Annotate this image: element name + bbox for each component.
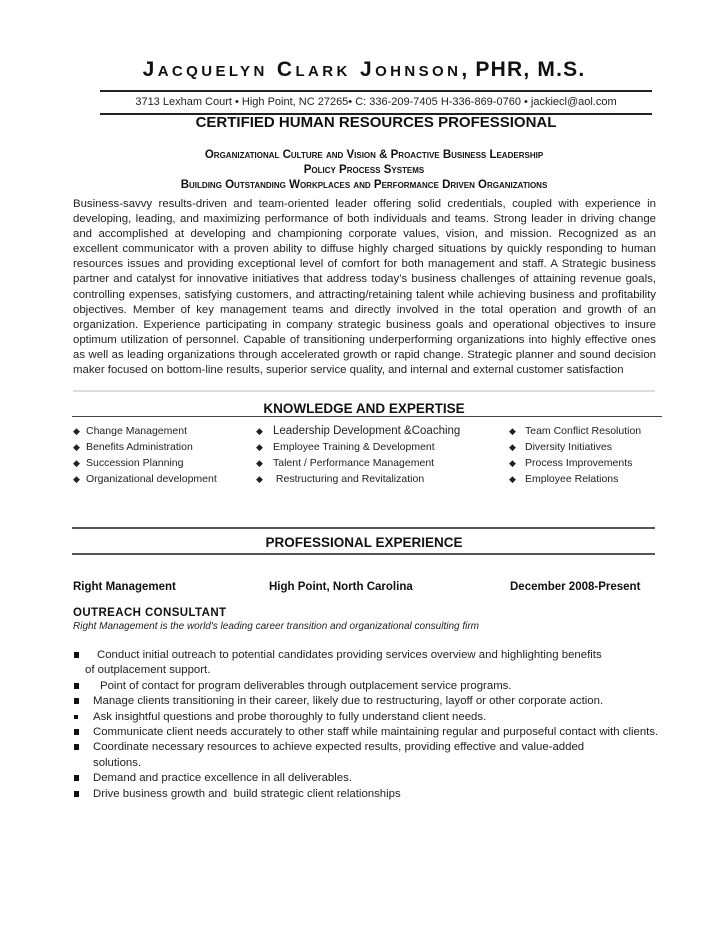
expertise-item <box>509 455 641 471</box>
square-bullet-icon <box>74 683 79 689</box>
expertise-item <box>256 455 460 471</box>
diamond-bullet-icon: ◆ <box>73 442 80 452</box>
diamond-bullet-icon: ◆ <box>509 474 516 484</box>
expertise-item <box>256 439 460 455</box>
duty-text: Point of contact for program deliverables through outplacement service programs. <box>100 679 512 692</box>
expertise-label: Succession Planning <box>86 457 184 469</box>
name-text: Jacquelyn Clark Johnson <box>142 58 462 81</box>
expertise-item <box>73 471 217 487</box>
duty-item <box>73 694 663 709</box>
expertise-column-3 <box>509 423 641 487</box>
duty-item <box>73 740 663 771</box>
duty-item <box>73 710 663 725</box>
square-bullet-icon <box>74 775 79 781</box>
expertise-label: Employee Relations <box>525 473 619 485</box>
tagline-1: Organizational Culture and Vision & Proactive Business Leadership <box>204 149 544 161</box>
duty-item <box>73 771 663 786</box>
job-title: OUTREACH CONSULTANT <box>73 607 227 619</box>
tagline-3: Building Outstanding Workplaces and Performance Driven Organizations <box>180 179 548 191</box>
knowledge-section-title: KNOWLEDGE AND EXPERTISE <box>263 401 465 416</box>
square-bullet-icon <box>74 652 79 658</box>
duty-text: Manage clients transitioning in their career, likely due to restructuring, layoff or other corporate action. <box>93 695 604 708</box>
contact-info: 3713 Lexham Court • High Point, NC 27265• C: 336-209-7405 H-336-869-0760 • jackiecl@aol.com <box>135 96 617 108</box>
duty-item <box>73 725 663 740</box>
diamond-bullet-icon: ◆ <box>509 442 516 452</box>
expertise-item <box>509 423 641 439</box>
expertise-item <box>256 471 460 487</box>
expertise-label: Talent / Performance Management <box>273 457 435 469</box>
expertise-label: Diversity Initiatives <box>525 441 612 453</box>
diamond-bullet-icon: ◆ <box>256 458 263 468</box>
duty-text: Communicate client needs accurately to other staff while maintaining regular and purposeful contact with clients. <box>93 726 659 739</box>
expertise-column-2 <box>256 423 460 487</box>
duty-text: of outplacement support. <box>85 664 211 677</box>
professional-summary: Business-savvy results-driven and team-oriented leader offering solid credentials, coupled with experience in developing, leading, and maximizing performance of both individuals and teams. Strong leader in driving change and accomplished at developing and championing corporate values, vision, and mission. Recognized as an excellent communicator with a proven ability to diffuse highly charged situations by quickly responding to human resources issues and providing exceptional level of comfort for both management and staff. A Strategic business partner and catalyst for innovative initiatives that address today’s business challenges of attaining revenue goals, controlling expenses, satisfying customers, and attracting/retaining talent while achieving business and profitability objectives. Member of key management teams and directly involved in the total operation and growth of an organization. Experience participating in company strategic business goals and operational objectives to insure optimum utilization of personnel. Capable of transitioning underperforming organizations into highly effective ones as well as leading organizations through accelerated growth or rapid change. Strategic planner and sound decision maker focused on bottom-line results, superior service quality, and internal and external customer satisfaction <box>73 198 656 377</box>
duty-text: Conduct initial outreach to potential candidates providing services overview and highlighting benefits <box>97 649 602 661</box>
expertise-label: Leadership Development &Coaching <box>273 425 461 437</box>
expertise-item <box>509 439 641 455</box>
diamond-bullet-icon: ◆ <box>509 426 516 436</box>
diamond-bullet-icon: ◆ <box>509 458 516 468</box>
diamond-bullet-icon: ◆ <box>73 458 80 468</box>
square-bullet-icon <box>74 729 79 735</box>
experience-section-title: PROFESSIONAL EXPERIENCE <box>265 535 463 550</box>
duty-text: Drive business growth and build strategic client relationships <box>93 787 401 800</box>
diamond-bullet-icon: ◆ <box>256 426 263 436</box>
header-rule-top <box>100 90 652 92</box>
section-divider <box>73 390 655 392</box>
experience-rule-bottom <box>72 553 655 555</box>
square-bullet-icon <box>74 698 79 704</box>
diamond-bullet-icon: ◆ <box>73 474 80 484</box>
expertise-column-1 <box>73 423 217 487</box>
expertise-item <box>509 471 641 487</box>
expertise-item <box>73 423 217 439</box>
job-duties-list <box>73 648 663 802</box>
expertise-item <box>256 423 460 439</box>
duty-item <box>73 648 663 663</box>
job-location: High Point, North Carolina <box>269 581 413 593</box>
job-description: Right Management is the world's leading career transition and organizational consulting firm <box>73 621 480 632</box>
square-bullet-icon <box>74 744 79 750</box>
expertise-label: Process Improvements <box>525 457 633 469</box>
duty-continuation <box>73 663 663 678</box>
expertise-label: Restructuring and Revitalization <box>273 473 425 485</box>
job-dates: December 2008-Present <box>510 581 641 593</box>
diamond-bullet-icon: ◆ <box>256 474 263 484</box>
expertise-label: Team Conflict Resolution <box>525 425 642 437</box>
job-company: Right Management <box>73 581 176 593</box>
expertise-label: Benefits Administration <box>86 441 193 453</box>
candidate-name <box>0 58 728 82</box>
tagline-2: Policy Process Systems <box>303 164 425 176</box>
duty-text: Ask insightful questions and probe thoroughly to fully understand client needs. <box>93 710 487 723</box>
square-bullet-icon <box>74 791 79 797</box>
duty-item <box>73 679 663 694</box>
knowledge-title-rule <box>72 416 662 417</box>
duty-text: Demand and practice excellence in all deliverables. <box>93 772 352 785</box>
expertise-label: Change Management <box>86 425 187 437</box>
diamond-bullet-icon: ◆ <box>73 426 80 436</box>
expertise-label: Organizational development <box>86 473 217 485</box>
expertise-item <box>73 439 217 455</box>
experience-rule-top <box>72 527 655 529</box>
duty-text: Coordinate necessary resources to achieve expected results, providing effective and value-added solutions. <box>93 741 585 769</box>
certification-title: CERTIFIED HUMAN RESOURCES PROFESSIONAL <box>195 114 557 131</box>
duty-item <box>73 787 663 802</box>
credentials-text: , PHR, M.S. <box>461 58 586 81</box>
diamond-bullet-icon: ◆ <box>256 442 263 452</box>
expertise-item <box>73 455 217 471</box>
expertise-label: Employee Training & Development <box>273 441 435 453</box>
square-bullet-icon <box>74 715 78 719</box>
